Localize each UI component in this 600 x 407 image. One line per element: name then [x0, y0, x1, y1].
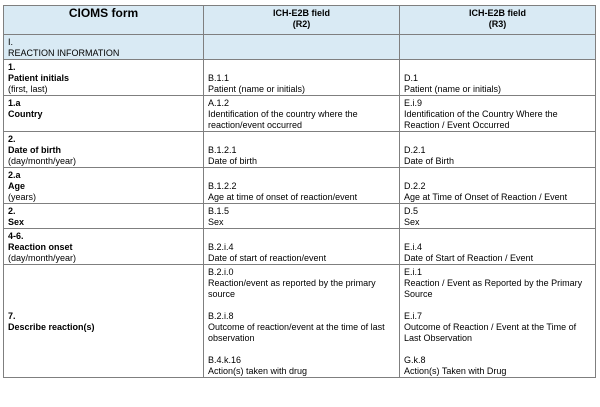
r3-desc: Patient (name or initials) — [404, 84, 502, 94]
table-row — [4, 204, 596, 229]
row-label: Describe reaction(s) — [8, 322, 95, 332]
table-row — [4, 168, 596, 204]
cioms-cell — [4, 168, 204, 204]
cioms-cell — [4, 132, 204, 168]
row-label: Date of birth — [8, 145, 61, 155]
r2-desc: Identification of the country where the reaction/event occurred — [208, 109, 358, 130]
r2-code: B.4.k.16 — [208, 355, 242, 365]
r2-cell — [204, 168, 400, 204]
r3-cell — [400, 132, 596, 168]
r3-desc: Sex — [404, 217, 420, 227]
r2-cell — [204, 60, 400, 96]
header-r3 — [400, 6, 596, 35]
table-row-describe-reaction — [4, 265, 596, 378]
r3-desc: Action(s) Taken with Drug — [404, 366, 507, 376]
table-row — [4, 132, 596, 168]
row-number: 2. — [8, 134, 16, 144]
row-sublabel: (years) — [8, 192, 37, 202]
r2-code: B.2.i.0 — [208, 267, 234, 277]
row-number: 1. — [8, 62, 16, 72]
cioms-mapping-table — [3, 5, 596, 378]
row-sublabel: (day/month/year) — [8, 253, 77, 263]
r3-code: E.i.9 — [404, 98, 423, 108]
r3-code: E.i.7 — [404, 311, 423, 321]
r2-desc: Outcome of reaction/event at the time of last observation — [208, 322, 385, 343]
r2-code: B.1.1 — [208, 73, 230, 83]
r3-cell — [400, 96, 596, 132]
header-r2 — [204, 6, 400, 35]
r3-desc: Outcome of Reaction / Event at the Time of Last Observation — [404, 322, 577, 343]
r2-cell — [204, 229, 400, 265]
r3-code: E.i.4 — [404, 242, 423, 252]
r3-code: D.5 — [404, 206, 419, 216]
r2-cell — [204, 132, 400, 168]
r2-code: B.1.5 — [208, 206, 230, 216]
r3-desc: Reaction / Event as Reported by the Primary Source — [404, 278, 583, 299]
row-number: 1.a — [8, 98, 21, 108]
cioms-cell — [4, 96, 204, 132]
r2-desc: Age at time of onset of reaction/event — [208, 192, 358, 202]
row-number: 4-6. — [8, 231, 24, 241]
r2-desc: Reaction/event as reported by the primary source — [208, 278, 376, 299]
r2-cell — [204, 96, 400, 132]
header-row — [4, 6, 596, 35]
r3-desc: Identification of the Country Where the Reaction / Event Occurred — [404, 109, 558, 130]
r3-cell — [400, 204, 596, 229]
r2-cell — [204, 265, 400, 378]
r2-desc: Sex — [208, 217, 224, 227]
r2-desc: Patient (name or initials) — [208, 84, 306, 94]
row-sublabel: (day/month/year) — [8, 156, 77, 166]
section-number: I. — [8, 37, 14, 47]
row-label: Sex — [8, 217, 25, 227]
header-cioms-form: CIOMS form — [4, 6, 204, 35]
r2-desc: Date of start of reaction/event — [208, 253, 327, 263]
header-r3-version: (R3) — [488, 19, 507, 29]
section-row — [4, 35, 596, 60]
r2-code: A.1.2 — [208, 98, 230, 108]
row-label: Age — [8, 181, 26, 191]
r3-desc: Date of Start of Reaction / Event — [404, 253, 534, 263]
r2-code: B.2.i.4 — [208, 242, 234, 252]
r3-code: E.i.1 — [404, 267, 423, 277]
r3-cell — [400, 60, 596, 96]
table-row — [4, 60, 596, 96]
row-label: Country — [8, 109, 43, 119]
cioms-cell — [4, 60, 204, 96]
row-number: 2. — [8, 206, 16, 216]
r3-desc: Date of Birth — [404, 156, 455, 166]
table-row — [4, 96, 596, 132]
section-title: REACTION INFORMATION — [8, 48, 120, 58]
row-label: Patient initials — [8, 73, 70, 83]
r2-cell — [204, 204, 400, 229]
r2-code: B.2.i.8 — [208, 311, 234, 321]
cioms-cell — [4, 265, 204, 378]
cioms-cell — [4, 204, 204, 229]
row-number: 2.a — [8, 170, 21, 180]
r2-desc: Action(s) taken with drug — [208, 366, 308, 376]
r3-code: D.2.2 — [404, 181, 426, 191]
r2-desc: Date of birth — [208, 156, 258, 166]
r2-code: B.1.2.1 — [208, 145, 237, 155]
row-label: Reaction onset — [8, 242, 73, 252]
row-number: 7. — [8, 311, 16, 321]
r3-cell — [400, 168, 596, 204]
r3-code: G.k.8 — [404, 355, 426, 365]
r2-code: B.1.2.2 — [208, 181, 237, 191]
section-empty-r2 — [204, 35, 400, 60]
header-r2-title: ICH-E2B field — [272, 8, 330, 18]
header-r2-version: (R2) — [292, 19, 311, 29]
cioms-cell — [4, 229, 204, 265]
r3-desc: Age at Time of Onset of Reaction / Event — [404, 192, 568, 202]
table-row — [4, 229, 596, 265]
r3-code: D.1 — [404, 73, 419, 83]
section-empty-r3 — [400, 35, 596, 60]
row-sublabel: (first, last) — [8, 84, 48, 94]
section-title-cell — [4, 35, 204, 60]
r3-code: D.2.1 — [404, 145, 426, 155]
r3-cell — [400, 229, 596, 265]
r3-cell — [400, 265, 596, 378]
header-r3-title: ICH-E2B field — [468, 8, 526, 18]
